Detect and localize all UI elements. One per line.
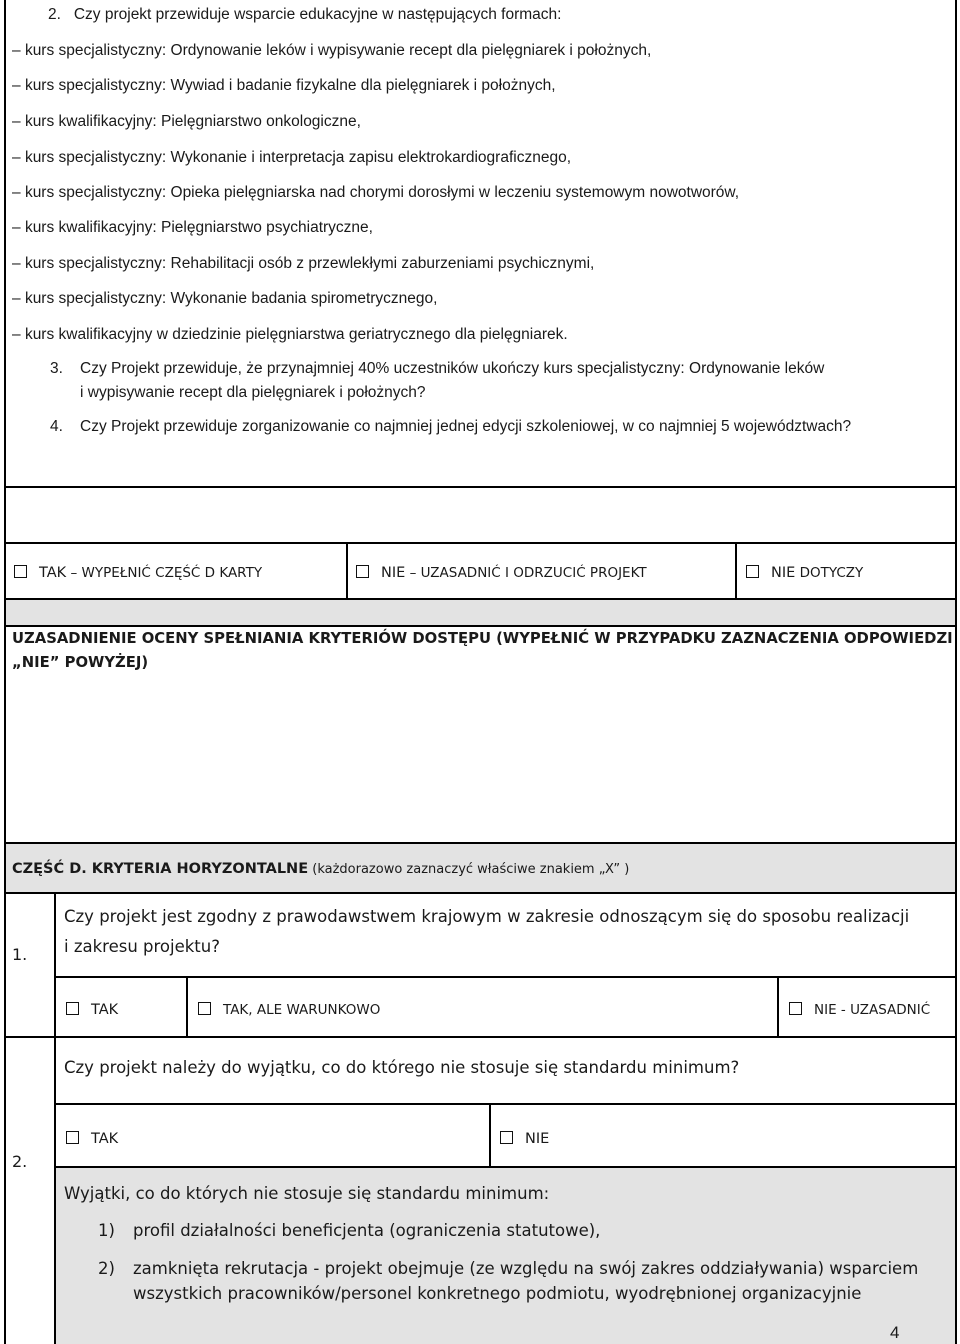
checkbox-icon[interactable] bbox=[66, 1131, 79, 1144]
list-item bbox=[12, 326, 568, 344]
criterion-2-option-tak[interactable] bbox=[66, 1131, 118, 1147]
list-item bbox=[12, 77, 556, 95]
checkbox-icon[interactable] bbox=[66, 1002, 79, 1015]
exceptions-title: Wyjątki, co do których nie stosuje się standardu minimum: bbox=[64, 1184, 550, 1203]
dash: – bbox=[12, 326, 21, 343]
part-d-title: CZĘŚĆ D. KRYTERIA HORYZONTALNE bbox=[12, 861, 309, 877]
option-label: NIE - UZASADNIĆ bbox=[814, 1002, 931, 1018]
list-item bbox=[12, 113, 361, 131]
question-3-line2: i wypisywanie recept dla pielęgniarek i położnych? bbox=[80, 384, 426, 401]
list-item bbox=[12, 149, 571, 167]
item-text: kurs specjalistyczny: Wykonanie badania spirometrycznego, bbox=[24, 290, 438, 307]
option-nie-reject[interactable] bbox=[356, 565, 647, 581]
option-label-rest: – WYPEŁNIĆ CZĘŚĆ D KARTY bbox=[66, 565, 263, 581]
criterion-2-divider bbox=[489, 1103, 491, 1166]
decision-frame-right bbox=[955, 486, 957, 843]
dash: – bbox=[12, 290, 21, 307]
criterion-1-option-tak-conditional[interactable] bbox=[198, 1002, 380, 1018]
option-label-nie: NIE bbox=[381, 565, 406, 581]
justification-input-area[interactable] bbox=[6, 680, 954, 840]
dash: – bbox=[12, 77, 21, 94]
exception-2-text-line2: wszystkich pracowników/personel konkretnego podmiotu, wyodrębnionej organizacyjnie bbox=[133, 1284, 862, 1303]
criterion-1-number: 1. bbox=[12, 945, 28, 964]
option-label-nie: NIE bbox=[771, 565, 796, 581]
criterion-2-number: 2. bbox=[12, 1152, 28, 1171]
criterion-1-bottom bbox=[4, 1036, 957, 1038]
dash: – bbox=[12, 255, 21, 272]
part-d-note: (każdorazowo zaznaczyć właściwe znakiem „X” ) bbox=[308, 862, 630, 877]
part-d-header-bottom bbox=[4, 892, 957, 894]
decision-divider-2 bbox=[735, 542, 737, 599]
criterion-1-question-line1: Czy projekt jest zgodny z prawodawstwem krajowym w zakresie odnoszącym się do sposobu realizacji bbox=[64, 907, 910, 926]
page-number: 4 bbox=[890, 1323, 900, 1342]
criterion-2-options-top bbox=[54, 1103, 957, 1105]
dash: – bbox=[12, 149, 21, 166]
option-label: NIE bbox=[525, 1131, 550, 1147]
exception-2-text-line1: zamknięta rekrutacja - projekt obejmuje (ze względu na swój zakres oddziaływania) wsparciem bbox=[133, 1259, 919, 1278]
criterion-1-divider-2 bbox=[777, 976, 779, 1037]
list-item bbox=[12, 219, 373, 237]
criterion-2-option-nie[interactable] bbox=[500, 1131, 549, 1147]
checkbox-icon[interactable] bbox=[198, 1002, 211, 1015]
item-text: kurs specjalistyczny: Wykonanie i interpretacja zapisu elektrokardiograficznego, bbox=[24, 149, 571, 166]
justification-title-line2: „NIE” POWYŻEJ) bbox=[12, 654, 149, 671]
question-3-number: 3. bbox=[50, 360, 63, 377]
item-text: kurs specjalistyczny: Opieka pielęgniarska nad chorymi dorosłymi w leczeniu systemowym nowotworów, bbox=[24, 184, 740, 201]
question-3-line1: Czy Projekt przewiduje, że przynajmniej 40% uczestników ukończy kurs specjalistyczny: Ordynowanie leków bbox=[80, 360, 825, 377]
list-item bbox=[12, 42, 651, 60]
question-4-line1: Czy Projekt przewiduje zorganizowanie co najmniej jednej edycji szkoleniowej, w co najmniej 5 województwach? bbox=[80, 418, 852, 435]
frame-left bbox=[4, 0, 6, 486]
list-item bbox=[12, 184, 739, 202]
option-label-rest: DOTYCZY bbox=[795, 565, 864, 581]
item-text: kurs kwalifikacyjny: Pielęgniarstwo onkologiczne, bbox=[24, 113, 361, 130]
justification-title-line1: UZASADNIENIE OCENY SPEŁNIANIA KRYTERIÓW DOSTĘPU (WYPEŁNIĆ W PRZYPADKU ZAZNACZENIA ODPOWIEDZI bbox=[12, 630, 953, 647]
question-2: 2. Czy projekt przewiduje wsparcie edukacyjne w następujących formach: bbox=[48, 6, 562, 23]
dash: – bbox=[12, 184, 21, 201]
decision-divider-1 bbox=[346, 542, 348, 599]
checkbox-icon[interactable] bbox=[746, 565, 759, 578]
justification-top-line bbox=[4, 625, 957, 627]
list-item bbox=[12, 255, 594, 273]
frame-divider bbox=[4, 486, 957, 488]
part-d-frame-right bbox=[955, 842, 957, 1344]
checkbox-icon[interactable] bbox=[500, 1131, 513, 1144]
checkbox-icon[interactable] bbox=[789, 1002, 802, 1015]
criterion-2-question: Czy projekt należy do wyjątku, co do którego nie stosuje się standardu minimum? bbox=[64, 1058, 740, 1077]
checkbox-icon[interactable] bbox=[14, 565, 27, 578]
exception-1-text: profil działalności beneficjenta (ograniczenia statutowe), bbox=[133, 1221, 601, 1240]
dash: – bbox=[12, 219, 21, 236]
question-4-number: 4. bbox=[50, 418, 63, 435]
item-text: kurs specjalistyczny: Rehabilitacji osób z przewlekłymi zaburzeniami psychicznymi, bbox=[24, 255, 595, 272]
grey-separator bbox=[6, 600, 956, 626]
criterion-1-option-nie[interactable] bbox=[789, 1002, 930, 1018]
option-label: TAK, ALE WARUNKOWO bbox=[223, 1002, 381, 1018]
criterion-1-question-line2: i zakresu projektu? bbox=[64, 937, 220, 956]
option-label-rest: – UZASADNIĆ I ODRZUCIĆ PROJEKT bbox=[405, 565, 647, 581]
part-d-header bbox=[12, 861, 629, 877]
criterion-1-divider-1 bbox=[186, 976, 188, 1037]
list-item bbox=[12, 290, 437, 308]
exception-1-number: 1) bbox=[98, 1221, 115, 1240]
dash: – bbox=[12, 113, 21, 130]
option-not-applicable[interactable] bbox=[746, 565, 863, 581]
criterion-1-options-top bbox=[54, 976, 957, 978]
exception-2-number: 2) bbox=[98, 1259, 115, 1278]
option-label: TAK bbox=[91, 1131, 119, 1147]
decision-top-line bbox=[4, 542, 957, 544]
dash: – bbox=[12, 42, 21, 59]
part-d-frame-left bbox=[4, 842, 6, 1344]
option-label-tak: TAK bbox=[39, 565, 67, 581]
option-label: TAK bbox=[91, 1002, 119, 1018]
checkbox-icon[interactable] bbox=[356, 565, 369, 578]
item-text: kurs kwalifikacyjny w dziedzinie pielęgniarstwa geriatrycznego dla pielęgniarek. bbox=[24, 326, 568, 343]
frame-right bbox=[955, 0, 957, 486]
criterion-1-option-tak[interactable] bbox=[66, 1002, 118, 1018]
item-text: kurs kwalifikacyjny: Pielęgniarstwo psychiatryczne, bbox=[24, 219, 373, 236]
item-text: kurs specjalistyczny: Wywiad i badanie fizykalne dla pielęgniarek i położnych, bbox=[24, 77, 556, 94]
item-text: kurs specjalistyczny: Ordynowanie leków i wypisywanie recept dla pielęgniarek i położnych, bbox=[24, 42, 652, 59]
option-tak-fill-part-d[interactable] bbox=[14, 565, 262, 581]
